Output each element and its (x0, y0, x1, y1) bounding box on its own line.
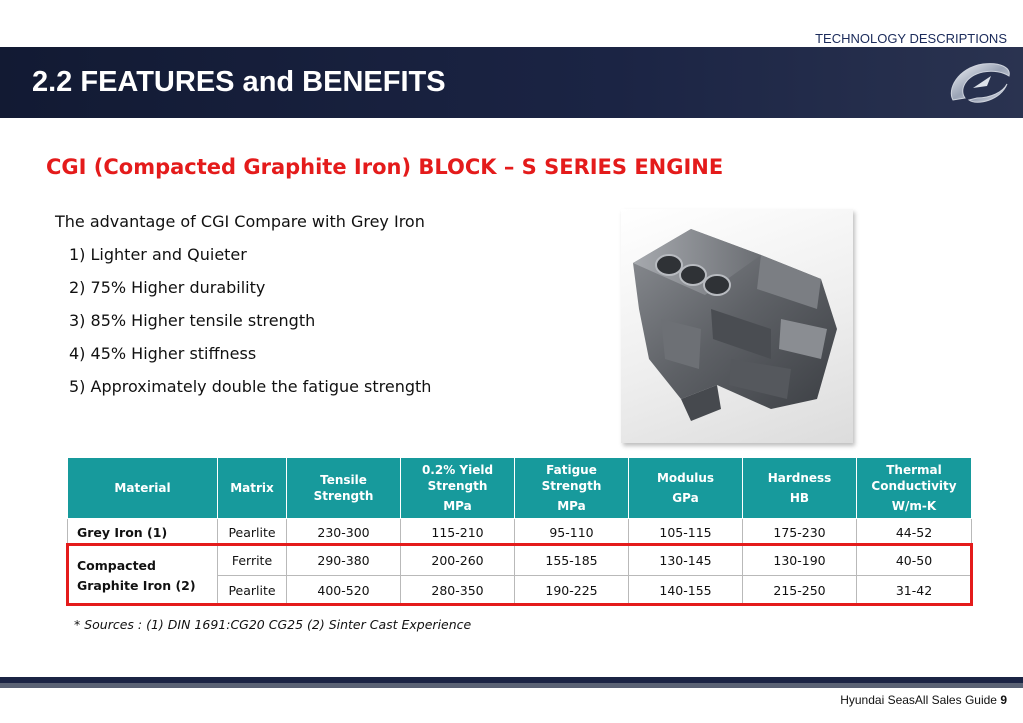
modulus-cell: 130-145 (629, 546, 743, 576)
benefit-item: 4) 45% Higher stiffness (69, 344, 257, 363)
section-subtitle: CGI (Compacted Graphite Iron) BLOCK – S SERIES ENGINE (46, 155, 724, 179)
intro-text: The advantage of CGI Compare with Grey Iron (55, 212, 425, 231)
benefits-list (69, 245, 431, 410)
material-line: Graphite Iron (2) (77, 577, 196, 593)
thermal-cell: 40-50 (857, 546, 972, 576)
footer (840, 693, 1007, 707)
benefit-item: 1) Lighter and Quieter (69, 245, 247, 264)
hyundai-seasall-logo-icon (943, 56, 1015, 112)
benefit-item: 2) 75% Higher durability (69, 278, 266, 297)
title-band (0, 47, 1023, 118)
material-line: Compacted (77, 557, 156, 573)
modulus-unit: GPa (672, 491, 699, 505)
table-row (68, 519, 972, 546)
page-title: 2.2 FEATURES and BENEFITS (32, 66, 446, 98)
fatigue-label: Fatigue Strength (541, 463, 602, 493)
page-number: 9 (1000, 693, 1007, 707)
col-header-thermal (857, 458, 972, 519)
benefit-item: 5) Approximately double the fatigue strength (69, 377, 432, 396)
col-header-hardness (743, 458, 857, 519)
matrix-cell: Ferrite (218, 546, 287, 576)
hardness-label: Hardness (767, 471, 832, 485)
col-header-tensile: Tensile Strength (287, 458, 401, 519)
matrix-cell: Pearlite (218, 519, 287, 546)
modulus-label: Modulus (656, 471, 715, 485)
yield-cell: 200-260 (401, 546, 515, 576)
fatigue-cell: 190-225 (515, 576, 629, 606)
thermal-label: Thermal Conductivity (871, 463, 957, 493)
col-header-yield (401, 458, 515, 519)
table-row (68, 546, 972, 576)
col-header-fatigue (515, 458, 629, 519)
tensile-cell: 400-520 (287, 576, 401, 606)
matrix-cell: Pearlite (218, 576, 287, 606)
table-header-row (68, 458, 972, 519)
col-header-modulus (629, 458, 743, 519)
yield-label: 0.2% Yield Strength (421, 463, 494, 493)
fatigue-unit: MPa (557, 499, 586, 513)
tensile-cell: 230-300 (287, 519, 401, 546)
thermal-cell: 44-52 (857, 519, 972, 546)
col-header-matrix: Matrix (218, 458, 287, 519)
section-label: TECHNOLOGY DESCRIPTIONS (815, 31, 1007, 46)
footer-label: Hyundai SeasAll Sales Guide (840, 693, 997, 707)
yield-cell: 115-210 (401, 519, 515, 546)
tensile-cell: 290-380 (287, 546, 401, 576)
benefit-item: 3) 85% Higher tensile strength (69, 311, 316, 330)
hardness-cell: 215-250 (743, 576, 857, 606)
hardness-cell: 175-230 (743, 519, 857, 546)
thermal-unit: W/m-K (891, 499, 937, 513)
modulus-cell: 140-155 (629, 576, 743, 606)
sources-note: * Sources : (1) DIN 1691:CG20 CG25 (2) Sinter Cast Experience (74, 617, 472, 632)
footer-divider-accent (0, 683, 1023, 688)
hardness-unit: HB (789, 491, 810, 505)
col-header-material: Material (68, 458, 218, 519)
hardness-cell: 130-190 (743, 546, 857, 576)
thermal-cell: 31-42 (857, 576, 972, 606)
engine-block-image (621, 209, 853, 443)
material-cell (68, 546, 218, 606)
material-spec-table (67, 457, 972, 606)
yield-unit: MPa (443, 499, 472, 513)
fatigue-cell: 155-185 (515, 546, 629, 576)
modulus-cell: 105-115 (629, 519, 743, 546)
yield-cell: 280-350 (401, 576, 515, 606)
material-cell: Grey Iron (1) (68, 519, 218, 546)
fatigue-cell: 95-110 (515, 519, 629, 546)
